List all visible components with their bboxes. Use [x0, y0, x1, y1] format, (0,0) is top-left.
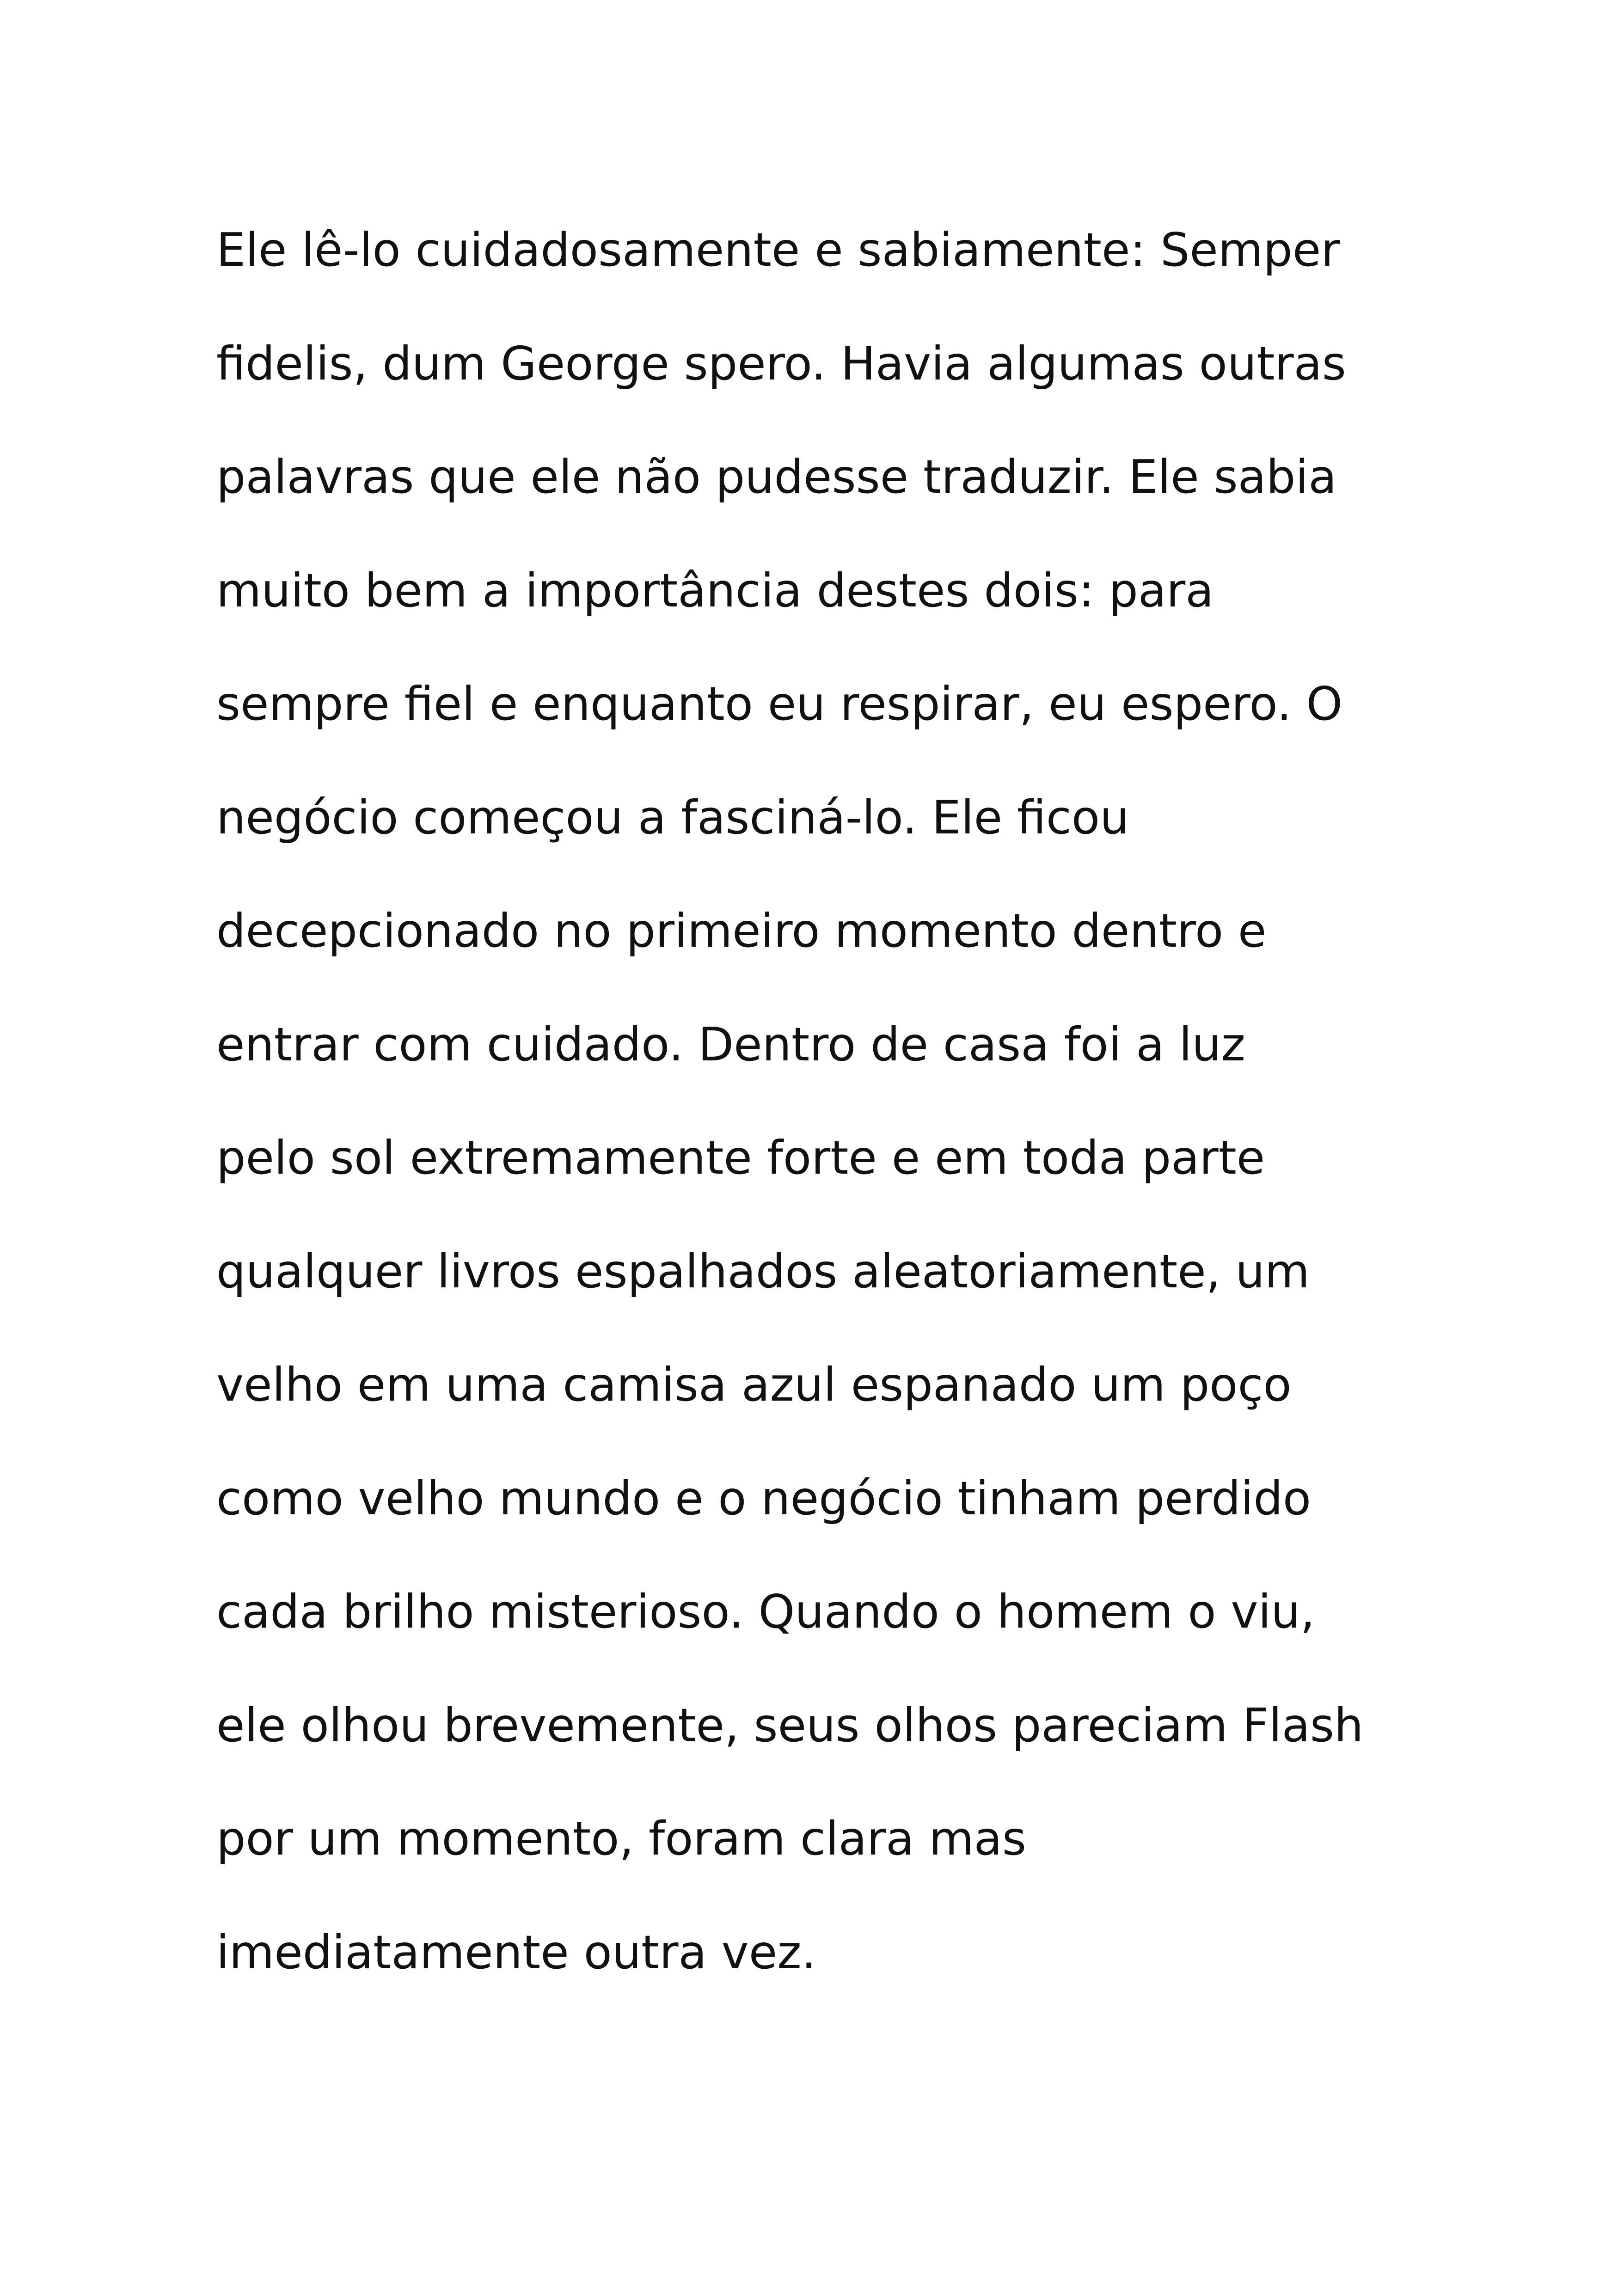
text-line: ele olhou brevemente, seus olhos pareciam Flash: [216, 1698, 1364, 1752]
text-line: qualquer livros espalhados aleatoriamente, um: [216, 1244, 1310, 1298]
text-line: Ele lê-lo cuidadosamente e sabiamente: Semper: [216, 223, 1340, 277]
text-line: negócio começou a fasciná-lo. Ele ficou: [216, 790, 1129, 845]
text-line: velho em uma camisa azul espanado um poço: [216, 1358, 1292, 1412]
text-line: sempre fiel e enquanto eu respirar, eu espero. O: [216, 677, 1343, 731]
text-line: por um momento, foram clara mas: [216, 1812, 1027, 1866]
text-line: entrar com cuidado. Dentro de casa foi a luz: [216, 1017, 1246, 1071]
body-paragraph: [216, 211, 1418, 2027]
text-line: pelo sol extremamente forte e em toda parte: [216, 1131, 1265, 1185]
text-line: decepcionado no primeiro momento dentro e: [216, 904, 1267, 958]
text-line: imediatamente outra vez.: [216, 1925, 816, 1979]
text-line: fidelis, dum George spero. Havia algumas outras: [216, 336, 1346, 391]
text-line: palavras que ele não pudesse traduzir. Ele sabia: [216, 450, 1337, 504]
text-line: como velho mundo e o negócio tinham perdido: [216, 1471, 1312, 1525]
text-line: muito bem a importância destes dois: para: [216, 563, 1214, 618]
text-line: cada brilho misterioso. Quando o homem o viu,: [216, 1585, 1315, 1639]
